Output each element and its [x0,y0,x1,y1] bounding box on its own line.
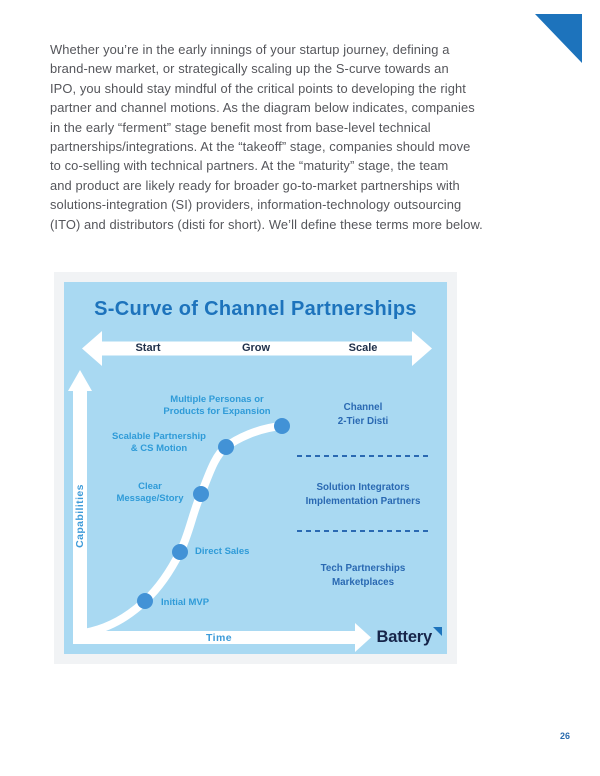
milestone-label-line: Message/Story [116,493,184,504]
tier-label-solution-integrators [283,481,443,508]
figure-card [54,272,457,664]
intro-line: in the early “ferment” stage benefit most from base-level technical [50,119,431,135]
tier-label-line: Marketplaces [331,576,395,588]
intro-line: brand-new market, or strategically scaling up the S-curve towards an [50,61,449,77]
tier-label-line: Tech Partnerships [320,563,406,574]
milestone-label-initial-mvp [161,597,271,609]
stage-label-start: Start [135,342,161,354]
milestone-label-scalable-partnership [89,431,229,455]
intro-line: IPO, you should stay mindful of the critical points to developing the right [50,80,466,96]
intro-line: to co-selling with technical partners. At the “maturity” stage, the team [50,158,449,174]
milestone-label-line: Multiple Personas or [170,394,264,405]
intro-line: and product are likely ready for broader go-to-market partnerships with [50,177,460,193]
x-axis-label: Time [206,632,232,644]
intro-line: Whether you’re in the early innings of your startup journey, defining a [50,42,450,57]
milestone-label-line: & CS Motion [130,443,188,454]
intro-line: (ITO) and distributors (disti for short). We’ll define these terms more below. [50,216,483,232]
milestone-dot-initial-mvp [137,593,153,609]
milestone-label-line: Direct Sales [195,546,250,557]
intro-line: partner and channel motions. As the diagram below indicates, companies [50,100,475,116]
battery-wordmark-triangle-icon [433,627,442,636]
battery-wordmark-text: Battery [376,628,432,646]
intro-line: partnerships/integrations. At the “takeoff” stage, companies should move [50,139,471,155]
milestone-label-clear-message [80,481,220,505]
tier-divider-dashed-line [297,455,429,457]
tier-label-channel-disti [283,401,443,428]
tier-label-line: 2-Tier Disti [337,415,389,427]
tier-label-line: Implementation Partners [305,495,421,507]
diagram-title: S-Curve of Channel Partnerships [94,298,417,320]
milestone-label-line: Initial MVP [161,597,210,608]
tier-label-line: Solution Integrators [316,482,410,493]
battery-wordmark [377,628,442,647]
milestone-label-line: Products for Expansion [163,406,271,417]
intro-line: solutions-integration (SI) providers, information-technology outsourcing [50,197,462,213]
milestone-label-line: Clear [138,481,162,492]
s-curve-diagram [64,282,447,654]
milestone-label-direct-sales [195,546,305,558]
stage-label-scale: Scale [348,342,378,354]
milestone-label-multiple-personas [137,394,297,418]
tier-divider-dashed-line [297,530,429,532]
tier-label-tech-partnerships [283,562,443,589]
tier-label-line: Channel [343,402,383,413]
intro-paragraph [50,40,550,234]
page-number: 26 [559,731,570,741]
milestone-dot-direct-sales [172,544,188,560]
stage-label-grow: Grow [241,342,271,354]
milestone-label-line: Scalable Partnership [112,431,206,442]
y-axis-label: Capabilities [74,484,86,548]
